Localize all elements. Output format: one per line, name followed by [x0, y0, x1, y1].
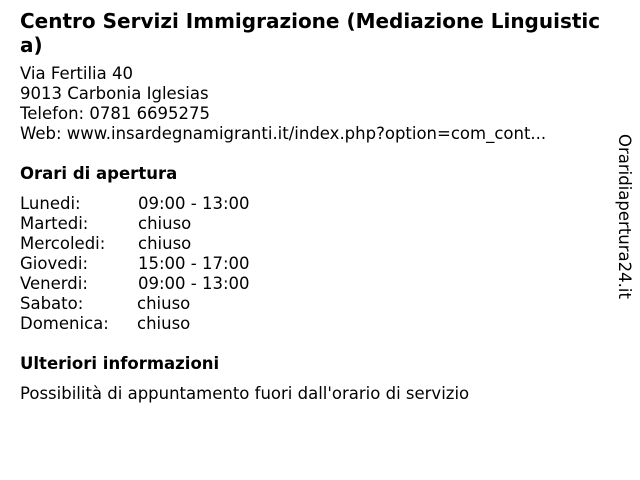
time-value: 15:00 - 17:00 — [138, 254, 250, 273]
info-text: Possibilità di appuntamento fuori dall'orario di servizio — [20, 384, 470, 403]
hours-row-sunday — [20, 314, 250, 334]
hours-row-tuesday — [20, 214, 250, 234]
time-value: chiuso — [138, 214, 192, 233]
phone-number: Telefon: 0781 6695275 — [20, 104, 211, 123]
hours-row-monday — [20, 194, 250, 214]
time-value: 09:00 - 13:00 — [138, 274, 250, 293]
hours-row-wednesday — [20, 234, 250, 254]
time-value: chiuso — [137, 314, 191, 333]
side-brand-text: Oraridiapertura24.it — [615, 134, 634, 299]
day-label: Giovedi: — [20, 254, 88, 273]
day-label: Martedi: — [20, 214, 89, 233]
time-value: chiuso — [137, 294, 191, 313]
hours-row-friday — [20, 274, 250, 294]
day-label: Venerdi: — [20, 274, 88, 293]
day-label: Mercoledi: — [20, 234, 106, 253]
website-link[interactable]: Web: www.insardegnamigranti.it/index.php?option=com_cont... — [20, 124, 547, 143]
street-address: Via Fertilia 40 — [20, 64, 133, 83]
hours-heading: Orari di apertura — [20, 164, 178, 183]
page-title: Centro Servizi Immigrazione (Mediazione Linguistica) — [20, 9, 601, 57]
info-heading: Ulteriori informazioni — [20, 354, 220, 373]
city: 9013 Carbonia Iglesias — [20, 84, 209, 103]
day-label: Sabato: — [20, 294, 84, 313]
hours-row-thursday — [20, 254, 250, 274]
side-brand — [611, 134, 637, 310]
day-label: Domenica: — [20, 314, 109, 333]
time-value: chiuso — [138, 234, 192, 253]
hours-row-saturday — [20, 294, 250, 314]
address-block — [20, 64, 546, 144]
day-label: Lunedi: — [20, 194, 81, 213]
opening-hours-table — [20, 194, 250, 334]
time-value: 09:00 - 13:00 — [138, 194, 250, 213]
